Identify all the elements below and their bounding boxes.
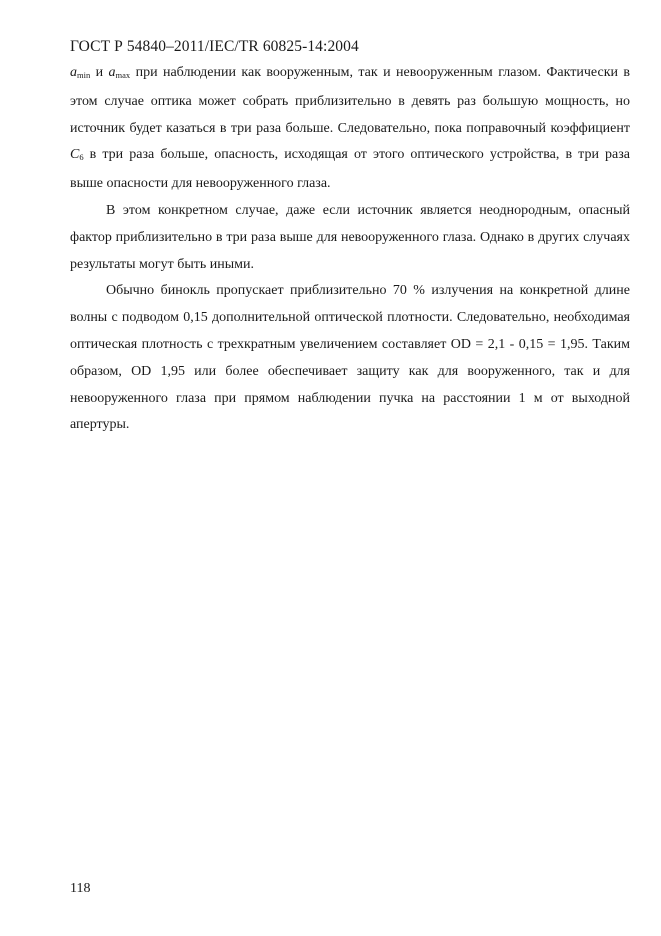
alpha-min-symbol: $a_{min}$: [70, 65, 91, 80]
alpha-max-symbol: $a_{max}$: [108, 65, 131, 80]
paragraph-3: Обычно бинокль пропускает приблизительно 70 % излучения на конкретной длине волны с подводом 0,15 дополнительной оптической плотности. Следовательно, необходимая оптическая плотность с трехкратным увеличением составляет OD = 2,1 - 0,15 = 1,95. Таким образом, OD 1,95 или более обеспечивает защиту как для вооруженного, так и для невооруженного глаза при прямом наблюдении пучка на расстоянии 1 м от выходной апертуры.: [70, 283, 630, 433]
correction-factor-symbol: $C_6$: [70, 147, 84, 163]
document-header: ГОСТ Р 54840–2011/IEC/TR 60825-14:2004: [70, 38, 359, 55]
paragraph-2: В этом конкретном случае, даже если источник является неоднородным, опасный фактор приблизительно в три раза выше для невооруженного глаза. Однако в других случаях результаты могут быть иными.: [70, 202, 630, 272]
document-body: [70, 60, 630, 439]
page-number: 118: [70, 881, 91, 896]
paragraph-1: $a_{min}$ и $a_{max}$ при наблюдении как вооруженным, так и невооруженным глазом. Фактически в этом случае оптика может собрать приблизительно в девять раз большую мощность, но источник будет казаться в три раза больше. Следовательно, пока поправочный коэффициент $C_6$ в три раза больше, опасность, исходящая от этого оптического устройства, в три раза выше опасности для невооруженного глаза.: [70, 65, 630, 192]
